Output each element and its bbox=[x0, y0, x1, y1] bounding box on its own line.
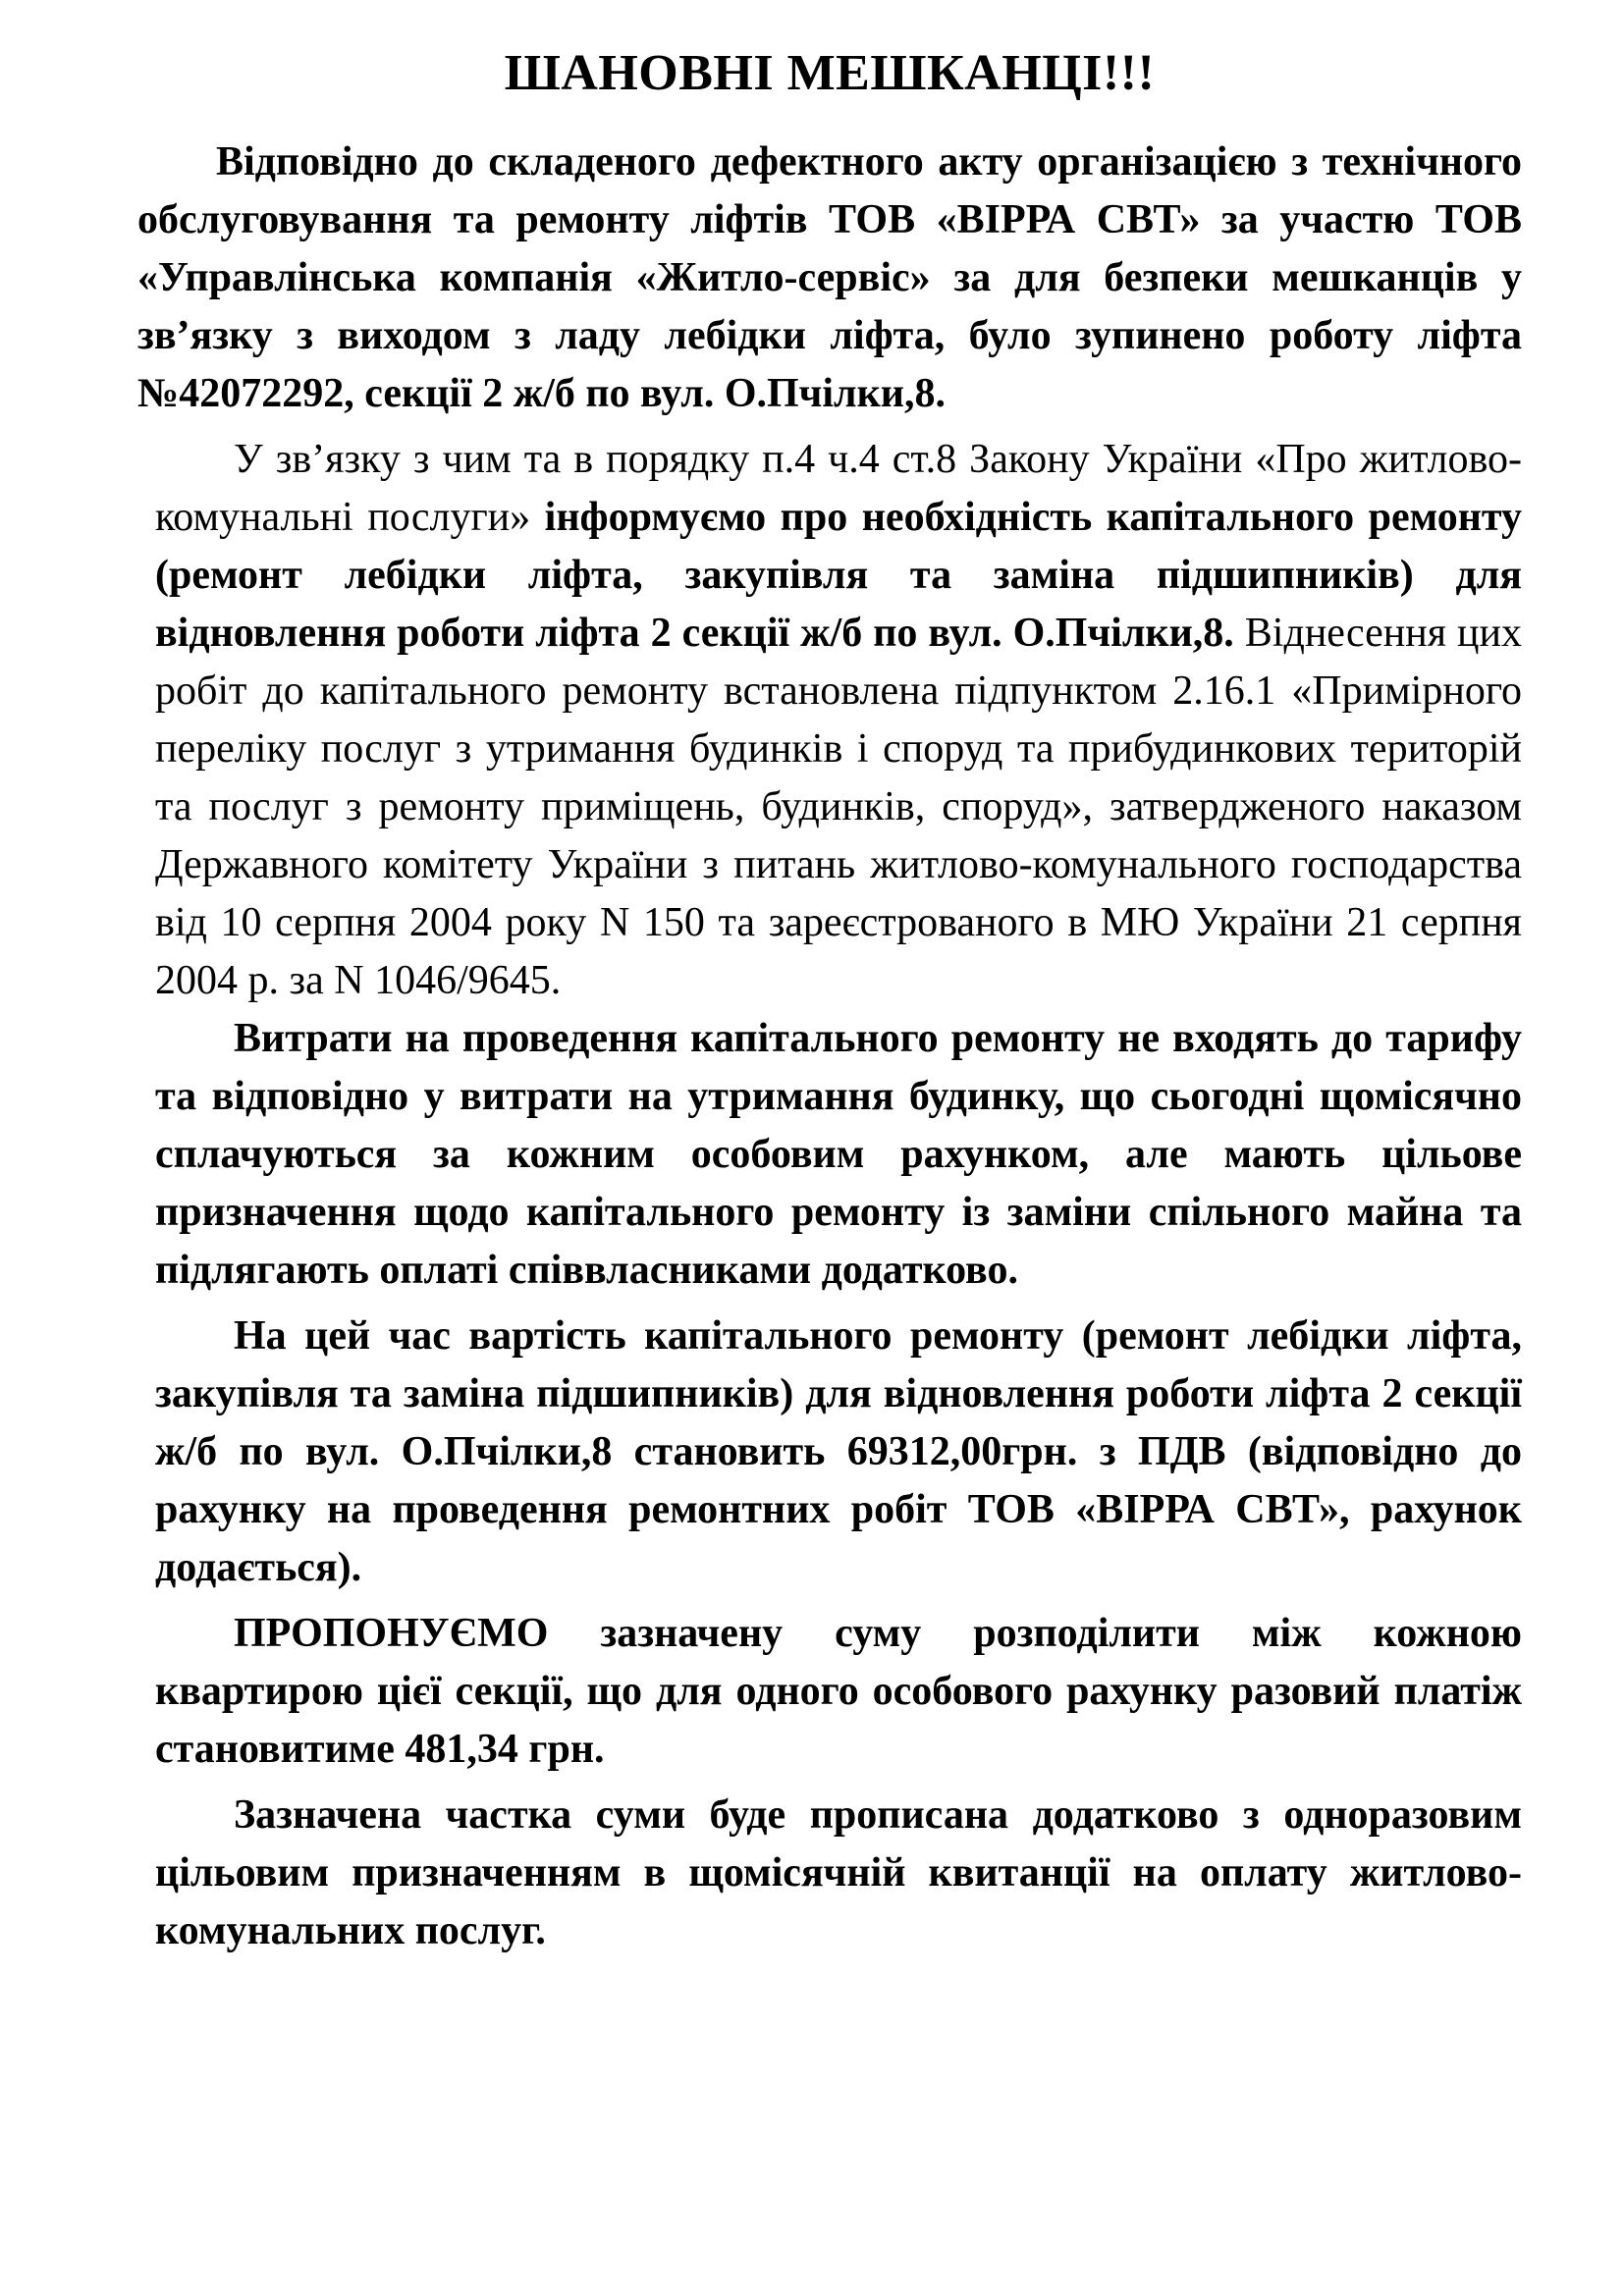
notice-title: ШАНОВНІ МЕШКАНЦІ!!! bbox=[504, 45, 1156, 101]
paragraph-costs-not-in-tariff: Витрати на проведення капітального ремонту не входять до тарифу та відповідно у витрати на утримання будинку, що сьогодні щомісячно сплачуються за кожним особовим рахунком, але мають цільове призначення щодо капітального ремонту із заміни спільного майна та підлягають оплаті співвласниками додатково. bbox=[155, 1016, 1522, 1293]
paragraph-billing-note: Зазначена частка суми буде прописана додатково з одноразовим цільовим призначенням в щомісячній квитанції на оплату житлово-комунальних послуг. bbox=[155, 1792, 1522, 1953]
paragraph-law-reference: У зв’язку з чим та в порядку п.4 ч.4 ст.8 Закону України «Про житлово-комунальні послуги» bbox=[155, 437, 1522, 540]
paragraph-defect-act: Відповідно до складеного дефектного акту організацією з технічного обслуговування та ремонту ліфтів ТОВ «ВІРРА СВТ» за участю ТОВ «Управлінська компанія «Житло-сервіс» за для безпеки мешканців у зв’язку з виходом з ладу лебідки ліфта, було зупинено роботу ліфта №42072292, секції 2 ж/б по вул. О.Пчілки,8. bbox=[137, 139, 1522, 416]
notice-document bbox=[137, 39, 1522, 1968]
paragraph-inform-necessity: інформуємо про необхідність капітального ремонту (ремонт лебідки ліфта, закупівля та заміна підшипників) для відновлення роботи ліфта 2 секції ж/б по вул. О.Пчілки,8. bbox=[155, 495, 1523, 656]
paragraph-capital-repair-info bbox=[155, 431, 1522, 1010]
paragraph-repair-cost: На цей час вартість капітального ремонту (ремонт лебідки ліфта, закупівля та заміна підшипників) для відновлення роботи ліфта 2 секції ж/б по вул. О.Пчілки,8 становить 69312,00грн. з ПДВ (відповідно до рахунку на проведення ремонтних робіт ТОВ «ВІРРА СВТ», рахунок додається). bbox=[155, 1313, 1522, 1590]
paragraph-classification-reference: Віднесення цих робіт до капітального ремонту встановлена підпунктом 2.16.1 «Примірного переліку послуг з утримання будинків і споруд та прибудинкових територій та послуг з ремонту приміщень, будинків, споруд», затвердженого наказом Державного комітету України з питань житлово-комунального господарства від 10 серпня 2004 року N 150 та зареєстрованого в МЮ України 21 серпня 2004 р. за N 1046/9645. bbox=[155, 611, 1522, 1003]
paragraph-proposal: ПРОПОНУЄМО зазначену суму розподілити між кожною квартирою цієї секції, що для одного особового рахунку разовий платіж становитиме 481,34 грн. bbox=[155, 1611, 1522, 1772]
